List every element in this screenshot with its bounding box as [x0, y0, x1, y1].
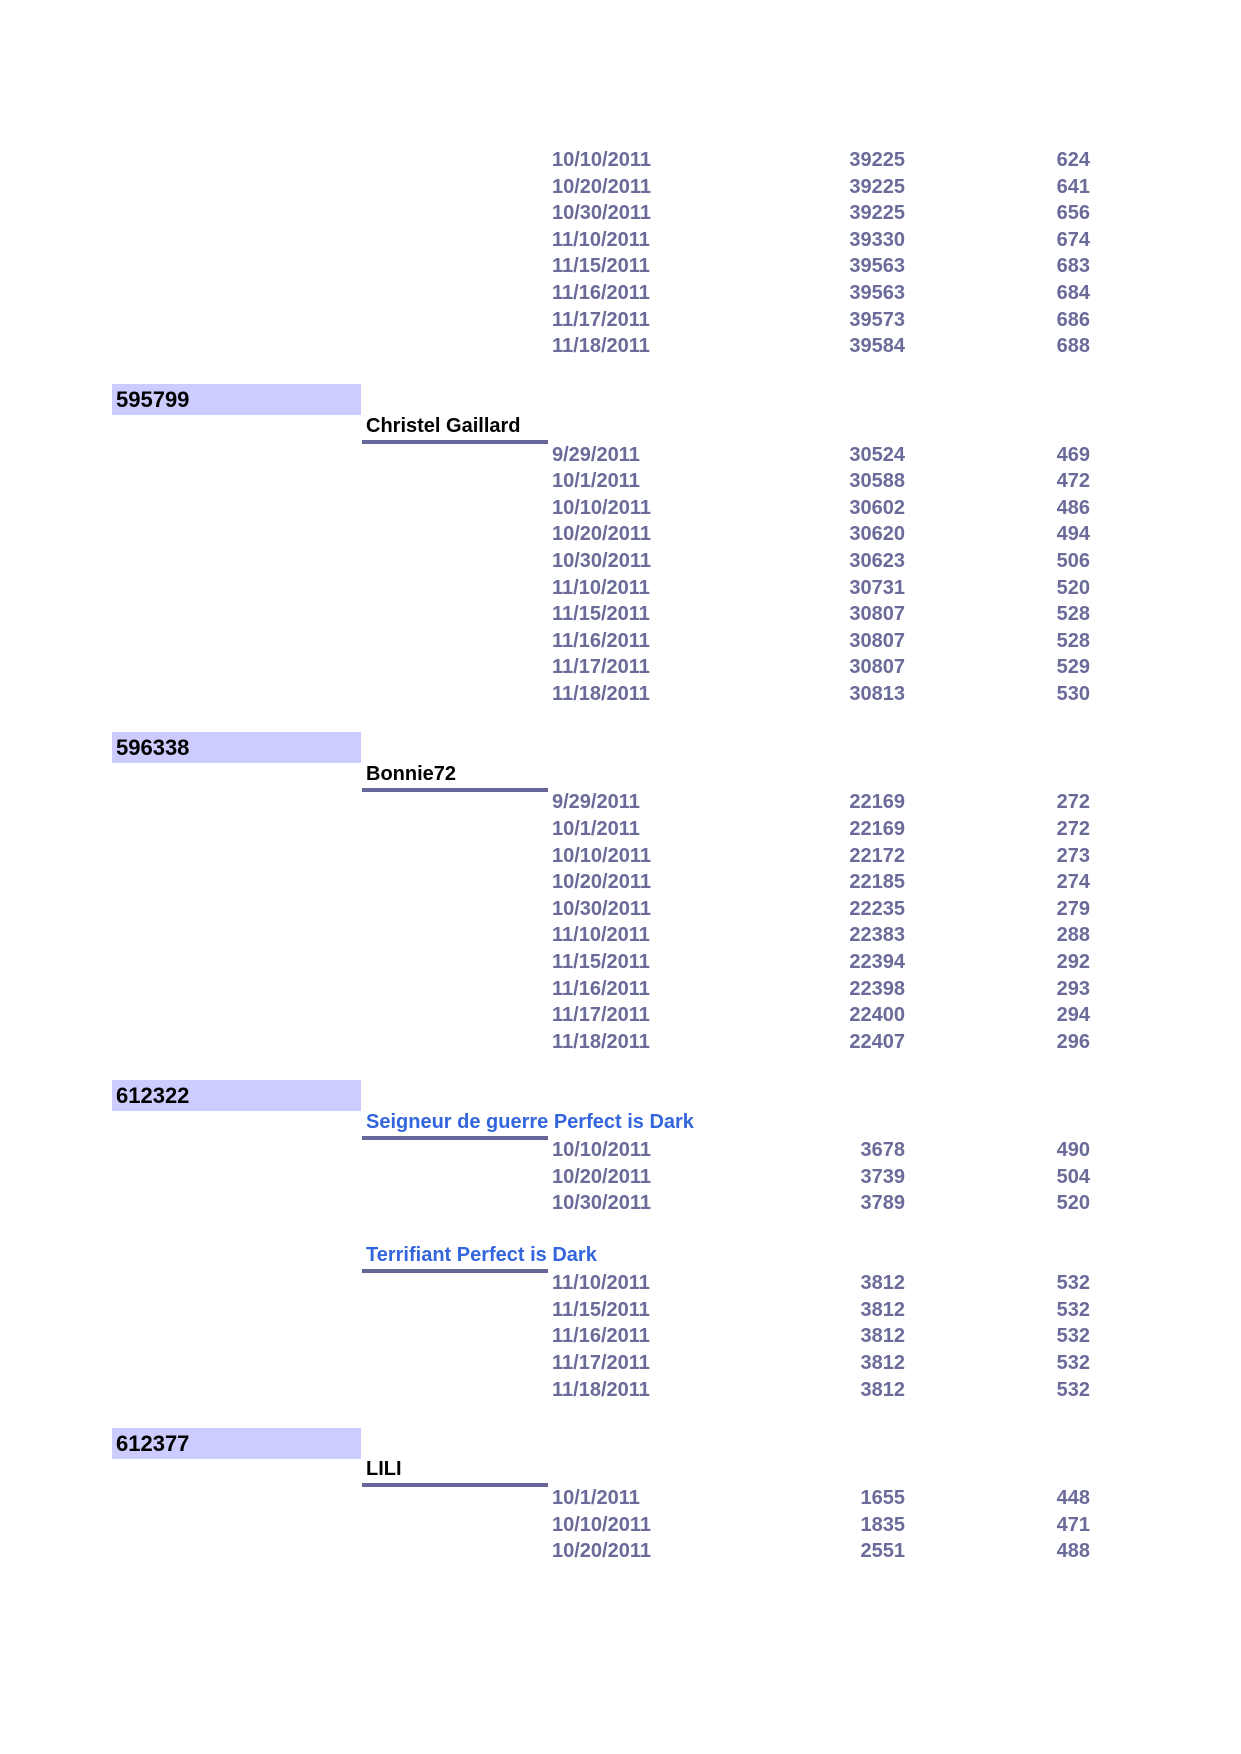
value1-cell[interactable]: 3812: [860, 1352, 905, 1374]
table-row: [0, 1323, 1241, 1349]
date-cell[interactable]: 11/10/2011: [552, 1272, 650, 1295]
value2-cell[interactable]: 656: [1056, 202, 1090, 225]
date-cell[interactable]: 10/20/2011: [552, 1165, 651, 1188]
value2-cell[interactable]: 532: [1056, 1378, 1090, 1401]
value1-cell[interactable]: 30807: [849, 656, 905, 679]
value2-cell[interactable]: 506: [1056, 550, 1090, 572]
value2-cell[interactable]: 472: [1056, 470, 1090, 493]
value1-cell[interactable]: 30620: [849, 523, 905, 546]
value2-cell[interactable]: 272: [1056, 818, 1090, 840]
table-row: [0, 575, 1241, 601]
value1-cell[interactable]: 3812: [860, 1272, 905, 1295]
date-cell[interactable]: 10/10/2011: [552, 844, 651, 867]
player-name-cell: [362, 761, 548, 791]
section-id-cell[interactable]: 612377: [112, 1428, 361, 1459]
value2-cell[interactable]: 490: [1056, 1139, 1090, 1162]
value2-cell[interactable]: 274: [1056, 871, 1090, 894]
value2-cell[interactable]: 494: [1056, 523, 1090, 546]
date-cell[interactable]: 11/18/2011: [552, 1030, 650, 1053]
value1-cell[interactable]: 22383: [849, 924, 905, 947]
date-cell[interactable]: 11/17/2011: [552, 656, 650, 679]
section-id-cell[interactable]: 595799: [112, 384, 361, 415]
value2-cell[interactable]: 448: [1056, 1487, 1090, 1509]
value2-cell[interactable]: 471: [1056, 1513, 1090, 1536]
value1-cell[interactable]: 22407: [849, 1030, 905, 1053]
value1-cell[interactable]: 3789: [860, 1192, 905, 1215]
value2-cell[interactable]: 520: [1056, 576, 1090, 599]
value2-cell[interactable]: 288: [1056, 924, 1090, 947]
table-row: [0, 1029, 1241, 1055]
table-row: [0, 442, 1241, 468]
value1-cell[interactable]: 39330: [849, 228, 905, 251]
value1-cell[interactable]: 1835: [860, 1513, 905, 1536]
player-name: Bonnie72: [366, 762, 457, 785]
value1-cell[interactable]: 22394: [849, 951, 905, 973]
table-row: [0, 628, 1241, 654]
date-cell[interactable]: 10/1/2011: [552, 1487, 640, 1509]
value2-cell[interactable]: 293: [1056, 977, 1090, 1000]
date-cell[interactable]: 10/1/2011: [552, 818, 640, 840]
player-name-link[interactable]: Seigneur de guerre Perfect is Dark: [366, 1110, 694, 1133]
value2-cell[interactable]: 529: [1056, 656, 1090, 679]
table-row: [0, 333, 1241, 359]
value2-cell[interactable]: 688: [1056, 335, 1090, 358]
value2-cell[interactable]: 684: [1056, 282, 1090, 304]
table-row: [0, 521, 1241, 547]
table-row: [0, 174, 1241, 200]
value1-cell[interactable]: 3812: [860, 1378, 905, 1401]
date-cell[interactable]: 10/20/2011: [552, 1540, 651, 1563]
table-row: [0, 1377, 1241, 1403]
value1-cell[interactable]: 22185: [849, 871, 905, 894]
date-cell[interactable]: 10/30/2011: [552, 550, 651, 572]
date-cell[interactable]: 11/16/2011: [552, 977, 650, 1000]
value2-cell[interactable]: 532: [1056, 1298, 1090, 1321]
value2-cell[interactable]: 520: [1056, 1192, 1090, 1215]
value1-cell[interactable]: 3678: [860, 1139, 905, 1162]
value1-cell[interactable]: 22398: [849, 977, 905, 1000]
date-cell[interactable]: 10/10/2011: [552, 149, 651, 171]
table-row: [0, 307, 1241, 333]
date-cell[interactable]: 11/17/2011: [552, 308, 650, 331]
player-name: Christel Gaillard: [366, 415, 521, 437]
value1-cell[interactable]: 39563: [849, 282, 905, 304]
table-row: [0, 1002, 1241, 1028]
date-cell[interactable]: 10/1/2011: [552, 470, 640, 493]
value1-cell[interactable]: 22169: [849, 818, 905, 840]
date-cell[interactable]: 10/20/2011: [552, 175, 651, 198]
value2-cell[interactable]: 504: [1056, 1165, 1090, 1188]
date-cell[interactable]: 11/18/2011: [552, 335, 650, 358]
date-cell[interactable]: 11/18/2011: [552, 683, 650, 705]
value1-cell[interactable]: 39225: [849, 202, 905, 225]
value1-cell[interactable]: 39225: [849, 175, 905, 198]
table-row: [0, 601, 1241, 627]
section-id-cell[interactable]: 596338: [112, 732, 361, 763]
date-cell[interactable]: 10/10/2011: [552, 496, 651, 519]
value1-cell[interactable]: 30807: [849, 603, 905, 626]
value1-cell[interactable]: 3739: [860, 1165, 905, 1188]
table-row: [0, 468, 1241, 494]
table-row: [0, 922, 1241, 948]
value1-cell[interactable]: 22169: [849, 791, 905, 814]
table-row: [0, 253, 1241, 279]
value1-cell[interactable]: 30731: [849, 576, 905, 599]
value1-cell[interactable]: 22235: [849, 897, 905, 920]
date-cell[interactable]: 10/10/2011: [552, 1513, 651, 1536]
value2-cell[interactable]: 530: [1056, 683, 1090, 705]
value1-cell[interactable]: 30807: [849, 629, 905, 652]
date-cell[interactable]: 11/15/2011: [552, 1298, 650, 1321]
date-cell[interactable]: 11/16/2011: [552, 1325, 650, 1348]
date-cell[interactable]: 10/20/2011: [552, 871, 651, 894]
table-row: [0, 200, 1241, 226]
table-row: [0, 227, 1241, 253]
table-row: [0, 1137, 1241, 1163]
table-row: [0, 548, 1241, 574]
value2-cell[interactable]: 292: [1056, 951, 1090, 973]
value2-cell[interactable]: 532: [1056, 1325, 1090, 1348]
value1-cell[interactable]: 2551: [860, 1540, 905, 1563]
value1-cell[interactable]: 30588: [849, 470, 905, 493]
player-name-cell: [362, 413, 548, 443]
date-cell[interactable]: 10/20/2011: [552, 523, 651, 546]
table-row: [0, 1297, 1241, 1323]
table-row: [0, 681, 1241, 707]
table-row: [0, 1350, 1241, 1376]
date-cell[interactable]: 11/15/2011: [552, 255, 650, 278]
value1-cell[interactable]: 30602: [849, 496, 905, 519]
value1-cell[interactable]: 22400: [849, 1004, 905, 1027]
value2-cell[interactable]: 279: [1056, 897, 1090, 920]
table-row: [0, 280, 1241, 306]
date-cell[interactable]: 9/29/2011: [552, 443, 640, 466]
date-cell[interactable]: 10/30/2011: [552, 897, 651, 920]
date-cell[interactable]: 11/17/2011: [552, 1004, 650, 1027]
value2-cell[interactable]: 273: [1056, 844, 1090, 867]
date-cell[interactable]: 10/30/2011: [552, 202, 651, 225]
table-row: [0, 843, 1241, 869]
section-id-cell[interactable]: 612322: [112, 1080, 361, 1111]
table-row: [0, 495, 1241, 521]
value2-cell[interactable]: 469: [1056, 443, 1090, 466]
value2-cell[interactable]: 532: [1056, 1272, 1090, 1295]
date-cell[interactable]: 9/29/2011: [552, 791, 640, 814]
value2-cell[interactable]: 294: [1056, 1004, 1090, 1027]
table-row: [0, 1190, 1241, 1216]
table-row: [0, 869, 1241, 895]
date-cell[interactable]: 11/15/2011: [552, 603, 650, 626]
table-row: [0, 1538, 1241, 1564]
table-row: [0, 1512, 1241, 1538]
value2-cell[interactable]: 674: [1056, 228, 1090, 251]
value2-cell[interactable]: 486: [1056, 496, 1090, 519]
date-cell[interactable]: 11/16/2011: [552, 629, 650, 652]
value1-cell[interactable]: 39225: [849, 149, 905, 171]
table-row: [0, 654, 1241, 680]
table-row: [0, 816, 1241, 842]
player-name-cell[interactable]: [362, 1242, 597, 1272]
date-cell[interactable]: 10/10/2011: [552, 1139, 651, 1162]
value1-cell[interactable]: 3812: [860, 1325, 905, 1348]
value2-cell[interactable]: 641: [1056, 175, 1090, 198]
date-cell[interactable]: 11/10/2011: [552, 228, 650, 251]
value2-cell[interactable]: 488: [1056, 1540, 1090, 1563]
table-row: [0, 789, 1241, 815]
table-row: [0, 1270, 1241, 1296]
value2-cell[interactable]: 683: [1056, 255, 1090, 278]
value1-cell[interactable]: 22172: [849, 844, 905, 867]
player-name-link[interactable]: Terrifiant Perfect is Dark: [366, 1243, 597, 1266]
value2-cell[interactable]: 272: [1056, 791, 1090, 814]
date-cell[interactable]: 11/10/2011: [552, 576, 650, 599]
table-row: [0, 976, 1241, 1002]
value1-cell[interactable]: 39563: [849, 255, 905, 278]
table-row: [0, 1164, 1241, 1190]
value2-cell[interactable]: 528: [1056, 603, 1090, 626]
date-cell[interactable]: 11/15/2011: [552, 951, 650, 973]
value2-cell[interactable]: 532: [1056, 1352, 1090, 1374]
value2-cell[interactable]: 624: [1056, 149, 1090, 171]
value1-cell[interactable]: 30623: [849, 550, 905, 572]
value1-cell[interactable]: 3812: [860, 1298, 905, 1321]
date-cell[interactable]: 11/18/2011: [552, 1378, 650, 1401]
table-row: [0, 147, 1241, 173]
value2-cell[interactable]: 686: [1056, 308, 1090, 331]
date-cell[interactable]: 11/17/2011: [552, 1352, 650, 1374]
value2-cell[interactable]: 296: [1056, 1030, 1090, 1053]
player-name: LILI: [366, 1458, 402, 1481]
table-row: [0, 896, 1241, 922]
value1-cell[interactable]: 39573: [849, 308, 905, 331]
value1-cell[interactable]: 30524: [849, 443, 905, 466]
value2-cell[interactable]: 528: [1056, 629, 1090, 652]
player-name-cell: [362, 1456, 548, 1486]
player-name-cell[interactable]: [362, 1109, 694, 1139]
date-cell[interactable]: 10/30/2011: [552, 1192, 651, 1215]
date-cell[interactable]: 11/16/2011: [552, 282, 650, 304]
value1-cell[interactable]: 39584: [849, 335, 905, 358]
date-cell[interactable]: 11/10/2011: [552, 924, 650, 947]
table-row: [0, 949, 1241, 975]
table-row: [0, 1485, 1241, 1511]
value1-cell[interactable]: 1655: [860, 1487, 905, 1509]
value1-cell[interactable]: 30813: [849, 683, 905, 705]
